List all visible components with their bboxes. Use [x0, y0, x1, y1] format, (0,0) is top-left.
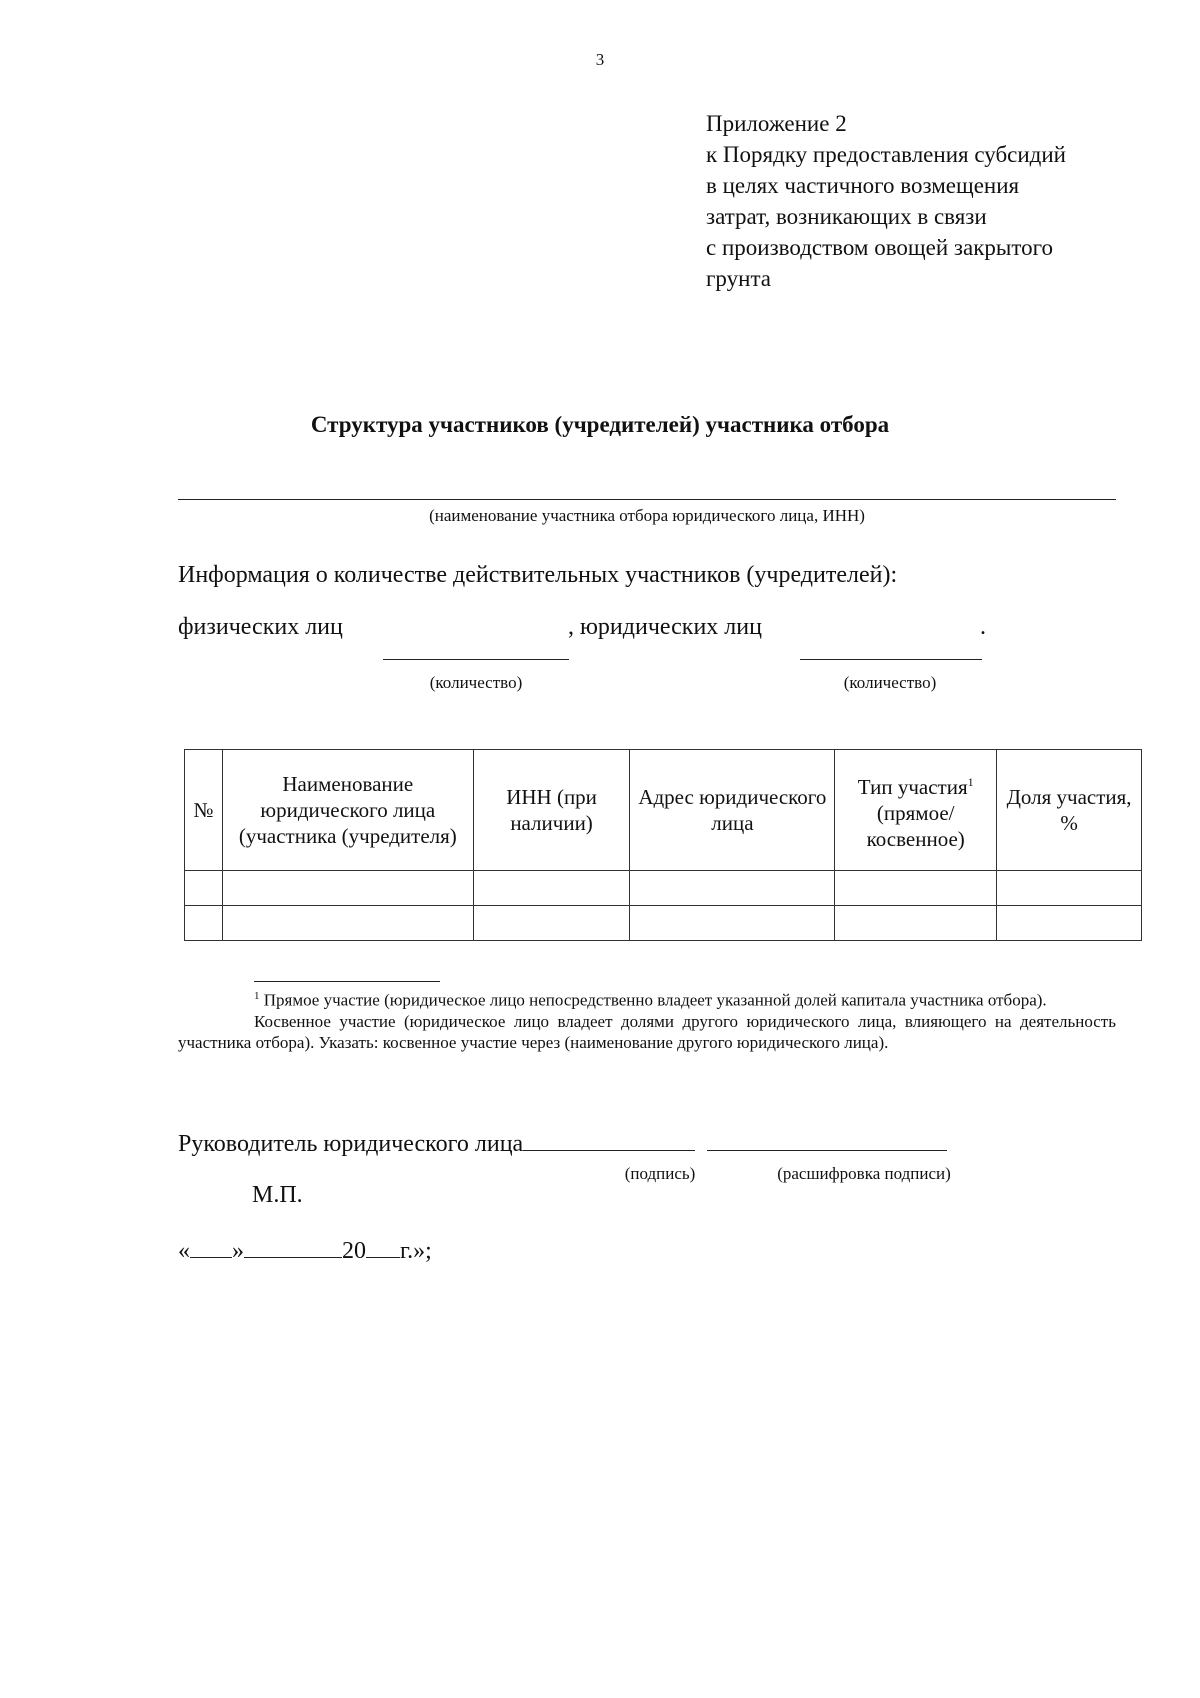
table-cell [630, 906, 835, 941]
signature-blank [523, 1130, 695, 1151]
table-cell [473, 906, 630, 941]
appendix-line: Приложение 2 [706, 111, 847, 136]
individuals-count-caption: (количество) [429, 673, 523, 692]
entity-name-caption: (наименование участника отбора юридического лица, ИНН) [429, 506, 865, 525]
date-close-quote: » [232, 1238, 244, 1264]
entity-name-line [178, 499, 1116, 500]
participation-type-sub: (прямое/ косвенное) [866, 800, 965, 851]
footnote-separator [254, 981, 440, 982]
header-entity-name: Наименование юридического лица (участника (учредителя) [222, 750, 473, 871]
header-participation-type [835, 750, 997, 871]
date-line [178, 1237, 432, 1265]
page-number: 3 [595, 50, 605, 69]
footnote-direct [178, 986, 1116, 1011]
signature-line [178, 1130, 947, 1158]
table-cell [997, 906, 1142, 941]
footnote-direct-text: Прямое участие (юридическое лицо непосредственно владеет указанной долей капитала участника отбора). [263, 990, 1047, 1010]
date-open-quote: « [178, 1238, 190, 1264]
legal-entities-count-line [800, 659, 982, 660]
year-blank [366, 1237, 400, 1258]
legal-entities-label: , юридических лиц [568, 614, 762, 640]
table-cell [185, 906, 223, 941]
footnote [178, 986, 1116, 1053]
table-cell [222, 906, 473, 941]
individuals-label: физических лиц [178, 614, 343, 640]
period: . [980, 614, 986, 640]
table-cell [835, 871, 997, 906]
signature-decode-caption: (расшифровка подписи) [777, 1164, 951, 1183]
appendix-line: в целях частичного возмещения [706, 173, 1020, 198]
participants-info-text: Информация о количестве действительных участников (учредителей): [178, 562, 898, 588]
header-share: Доля участия, % [997, 750, 1142, 871]
stamp-placeholder: М.П. [252, 1182, 303, 1208]
appendix-line: затрат, возникающих в связи [706, 204, 987, 229]
appendix-line: к Порядку предоставления субсидий [706, 142, 1066, 167]
month-blank [244, 1237, 342, 1258]
document-title: Структура участников (учредителей) участника отбора [310, 412, 890, 437]
signature-decode-blank [707, 1130, 947, 1151]
header-number: № [185, 750, 223, 871]
footnote-indirect: Косвенное участие (юридическое лицо владеет долями другого юридического лица, влияющего на деятельность участника отбора). Указать: косвенное участие через (наименование другого юридического лица). [178, 1011, 1116, 1052]
date-suffix: г.»; [400, 1238, 432, 1264]
appendix-line: с производством овощей закрытого [706, 235, 1053, 260]
participants-table [184, 749, 1142, 941]
table-cell [473, 871, 630, 906]
table-header-row [185, 750, 1142, 871]
day-blank [190, 1237, 232, 1258]
legal-entities-count-caption: (количество) [843, 673, 937, 692]
appendix-line: грунта [706, 266, 771, 291]
table-cell [835, 906, 997, 941]
header-inn: ИНН (при наличии) [473, 750, 630, 871]
table-row [185, 871, 1142, 906]
participation-type-label: Тип участия [857, 774, 968, 799]
footnote-marker: 1 [254, 990, 260, 1002]
appendix-header [706, 108, 1166, 294]
year-prefix: 20 [342, 1238, 366, 1264]
table-cell [997, 871, 1142, 906]
header-address: Адрес юридического лица [630, 750, 835, 871]
table-cell [185, 871, 223, 906]
table-row [185, 906, 1142, 941]
footnote-ref: 1 [967, 774, 974, 789]
signature-caption: (подпись) [624, 1164, 696, 1183]
table-cell [222, 871, 473, 906]
signature-label: Руководитель юридического лица [178, 1131, 524, 1157]
table-cell [630, 871, 835, 906]
individuals-count-line [383, 659, 569, 660]
